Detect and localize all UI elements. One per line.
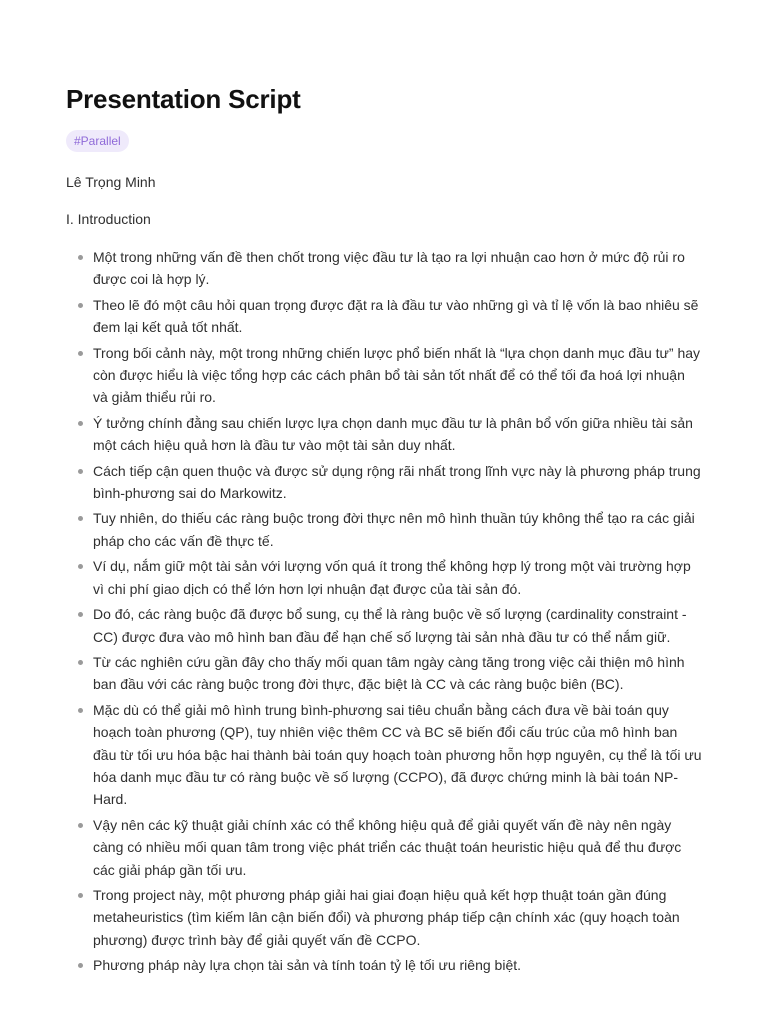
bullet-text: Do đó, các ràng buộc đã được bổ sung, cụ thể là ràng buộc về số lượng (cardinality constraint - CC) được đưa vào mô hình ban đầu để hạn chế số lượng tài sản nhà đầu tư có thể nắm giữ. <box>93 606 687 645</box>
bullet-dot-icon <box>78 421 83 426</box>
author-name: Lê Trọng Minh <box>66 174 156 190</box>
bullet-text: Cách tiếp cận quen thuộc và được sử dụng rộng rãi nhất trong lĩnh vực này là phương pháp trung bình-phương sai do Markowitz. <box>93 462 701 502</box>
bullet-dot-icon <box>78 469 83 474</box>
bullet-dot-icon <box>78 708 83 713</box>
bullet-text: Phương pháp này lựa chọn tài sản và tính toán tỷ lệ tối ưu riêng biệt. <box>93 957 522 974</box>
bullet-dot-icon <box>78 893 83 898</box>
bullet-item <box>66 507 702 552</box>
bullet-list <box>66 246 702 977</box>
bullet-item <box>66 954 702 976</box>
page-title: Presentation Script <box>66 84 301 114</box>
bullet-item <box>66 884 702 951</box>
bullet-dot-icon <box>78 963 83 968</box>
bullet-text: Tuy nhiên, do thiếu các ràng buộc trong đời thực nên mô hình thuần túy không thể tạo ra các giải pháp cho các vấn đề thực tế. <box>93 510 695 549</box>
bullet-item <box>66 460 702 505</box>
bullet-text: Theo lẽ đó một câu hỏi quan trọng được đặt ra là đầu tư vào những gì và tỉ lệ vốn là bao nhiêu sẽ đem lại kết quả tốt nhất. <box>93 296 699 336</box>
bullet-item <box>66 294 702 339</box>
bullet-dot-icon <box>78 351 83 356</box>
bullet-item <box>66 699 702 811</box>
bullet-item <box>66 555 702 600</box>
section-heading: I. Introduction <box>66 211 151 227</box>
bullet-text: Từ các nghiên cứu gần đây cho thấy mối quan tâm ngày càng tăng trong việc cải thiện mô hình ban đầu với các ràng buộc trong đời thực, đặc biệt là CC và các ràng buộc biên (BC). <box>93 653 685 693</box>
bullet-item <box>66 412 702 457</box>
bullet-item <box>66 342 702 409</box>
bullet-text: Trong project này, một phương pháp giải hai giai đoạn hiệu quả kết hợp thuật toán gần đúng metaheuristics (tìm kiếm lân cận biến đổi) và phương pháp tiếp cận chính xác (quy hoạch toàn phương) được trình bày để giải quyết vấn đề CCPO. <box>93 886 680 948</box>
bullet-text: Mặc dù có thể giải mô hình trung bình-phương sai tiêu chuẩn bằng cách đưa về bài toán quy hoạch toàn phương (QP), tuy nhiên việc thêm CC và BC sẽ biến đổi cấu trúc của mô hình ban đầu từ tối ưu hóa bậc hai thành bài toán quy hoạch toàn phương hỗn hợp nguyên, cụ thể là tối ưu hóa danh mục đầu tư có ràng buộc về số lượng (CCPO), đã được chứng minh là bài toán NP-Hard. <box>93 701 702 808</box>
bullet-dot-icon <box>78 303 83 308</box>
bullet-text: Trong bối cảnh này, một trong những chiến lược phổ biến nhất là “lựa chọn danh mục đầu tư” hay còn được hiểu là việc tổng hợp các cách phân bổ tài sản tốt nhất để có thể tối đa hoá lợi nhuận và giảm thiểu rủi ro. <box>93 344 701 406</box>
bullet-dot-icon <box>78 612 83 617</box>
bullet-dot-icon <box>78 255 83 260</box>
bullet-item <box>66 603 702 648</box>
bullet-text: Ý tưởng chính đằng sau chiến lược lựa chọn danh mục đầu tư là phân bổ vốn giữa nhiều tài sản một cách hiệu quả hơn là đầu tư vào một tài sản duy nhất. <box>93 414 693 454</box>
tag-badge[interactable]: #Parallel <box>66 130 129 152</box>
bullet-item <box>66 814 702 881</box>
bullet-item <box>66 246 702 291</box>
bullet-item <box>66 651 702 696</box>
bullet-dot-icon <box>78 660 83 665</box>
tag-row <box>66 130 702 154</box>
bullet-dot-icon <box>78 516 83 521</box>
bullet-text: Một trong những vấn đề then chốt trong việc đầu tư là tạo ra lợi nhuận cao hơn ở mức độ rủi ro được coi là hợp lý. <box>93 249 685 288</box>
bullet-text: Vậy nên các kỹ thuật giải chính xác có thể không hiệu quả để giải quyết vấn đề này nên ngày càng có nhiều mối quan tâm trong việc phát triển các thuật toán heuristic hiệu quả để thu được các giải pháp gần tối ưu. <box>93 816 682 878</box>
bullet-text: Ví dụ, nắm giữ một tài sản với lượng vốn quá ít trong thể không hợp lý trong một vài trường hợp vì chi phí giao dịch có thể lớn hơn lợi nhuận đạt được của tài sản đó. <box>93 558 691 597</box>
bullet-dot-icon <box>78 823 83 828</box>
bullet-dot-icon <box>78 564 83 569</box>
